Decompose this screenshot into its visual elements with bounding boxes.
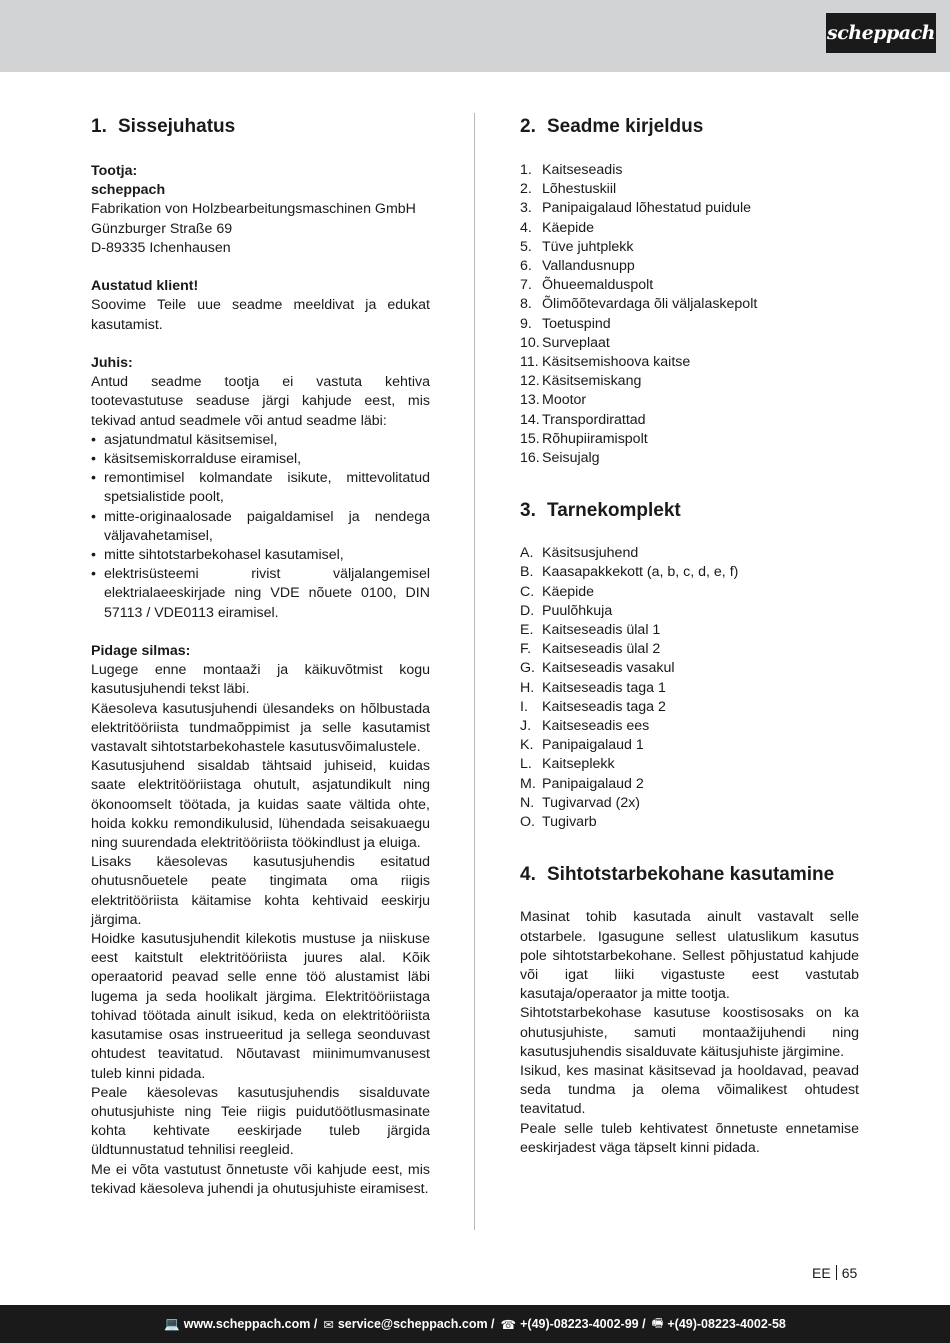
address-line: D-89335 Ichenhausen: [91, 239, 231, 256]
list-item-label: Panipaigalaud lõhestatud puidule: [542, 200, 752, 217]
list-item-label: Puulõhkuja: [542, 602, 613, 619]
mail-icon: ✉: [323, 1317, 334, 1332]
footer-fax: +(49)-08223-4002-58: [667, 1317, 786, 1331]
list-item-label: Käepide: [542, 219, 595, 236]
note-bullet-list: [91, 431, 430, 623]
list-item-label: Transpordirattad: [542, 411, 646, 428]
section-3-heading: [520, 498, 859, 524]
list-item-key: 1.: [520, 162, 532, 178]
paragraph: Isikud, kes masinat käsitsevad ja hooldavad, peavad seda tundma ja olema võimalikest ohtudest teavitatud.: [520, 1062, 859, 1118]
list-item: [520, 736, 859, 755]
paragraph: Masinat tohib kasutada ainult vastavalt selle otstarbele. Igasugune sellest ulatuslikum kasutus pole sihtotstarbekohane. Sellest põhjustatud kahjude või igat liiki vigastuste eest vastutab kasutaja/operaator ja mitte tootja.: [520, 909, 859, 1003]
list-item-label: Kaitseseadis: [542, 162, 623, 178]
list-item-label: Kaitseseadis taga 2: [542, 698, 666, 715]
paragraph: Käesoleva kasutusjuhendi ülesandeks on hõlbustada elektritööriista tundmaõppimist ja selle kasutamist vastavalt sihtotstarbekohastele kasutusvõimalustele.: [91, 700, 430, 756]
list-item: [520, 411, 859, 430]
list-item: [520, 430, 859, 449]
list-item-key: J.: [520, 718, 532, 735]
left-column: [91, 114, 430, 1199]
list-item-label: Käepide: [542, 583, 595, 600]
list-item-label: Rõhupiiramispolt: [542, 430, 648, 447]
page-number-value: 65: [841, 1265, 858, 1281]
list-item-label: Kaitseseadis ülal 1: [542, 622, 661, 639]
list-item: [520, 755, 859, 774]
paragraph: Lisaks käesolevas kasutusjuhendis esitatud ohutusnõuetele peate tingimata oma riigis elektritööriista käitamise kohta kehtivaid eeskirju järgima.: [91, 854, 430, 928]
list-item-key: A.: [520, 545, 534, 562]
address-line: Fabrikation von Holzbearbeitungsmaschinen GmbH: [91, 201, 416, 218]
list-item-key: 16.: [520, 450, 540, 467]
section-number: 1.: [91, 116, 107, 137]
list-item: [520, 659, 859, 678]
fax-icon: 🖷: [651, 1315, 664, 1330]
list-item-label: Lõhestuskiil: [542, 181, 617, 198]
list-item: [520, 334, 859, 353]
list-item: [520, 717, 859, 736]
greeting-text: Soovime Teile uue seadme meeldivat ja edukat kasutamist.: [91, 297, 430, 333]
list-item-key: 6.: [520, 258, 532, 275]
list-item-key: 7.: [520, 277, 532, 294]
observe-label: Pidage silmas:: [91, 643, 191, 660]
list-item-label: Kaitseseadis ees: [542, 718, 650, 735]
bullet-item: • asjatundmatul käsitsemisel,: [91, 431, 430, 450]
list-item-key: 9.: [520, 315, 532, 332]
list-item: [520, 219, 859, 238]
bullet-item: • remontimisel kolmandate isikute, mittevolitatud spetsialistide poolt,: [91, 469, 430, 507]
paragraph: Peale selle tuleb kehtivatest õnnetuste ennetamise eeskirjadest väga täpselt kinni pidada.: [520, 1120, 859, 1156]
list-item: [520, 602, 859, 621]
logo-text: scheppach: [827, 22, 935, 44]
list-item: [520, 544, 859, 563]
intended-use-text: [520, 908, 859, 1158]
scheppach-logo: [826, 13, 936, 53]
footer-website: www.scheppach.com /: [183, 1317, 318, 1331]
paragraph: Sihtotstarbekohase kasutuse koostisosaks on ka ohutusjuhiste, samuti montaažijuhendi ning kasutusjuhendis sisalduvate käitusjuhiste järgimine.: [520, 1005, 859, 1060]
maker-address: [91, 200, 430, 258]
paragraph: Kasutusjuhend sisaldab tähtsaid juhiseid, kuidas saate elektritööriistaga ohutult, asjatundikult ning ökonoomselt töötada, ja kuidas saate vältida ohte, hoida kokku remondikulusid, lühendada seisakuaegu ning suurendada elektritööriista töökindlust ja eluiga.: [91, 758, 430, 852]
greeting-label: Austatud klient!: [91, 278, 199, 295]
list-item: [520, 794, 859, 813]
list-item-label: Kaitseseadis vasakul: [542, 660, 675, 677]
note-text: Antud seadme tootja ei vastuta kehtiva tootevastutuse seaduse järgi kahjude eest, mis tekivad antud seadmele või antud seadme läbi:: [91, 374, 430, 429]
list-item: [520, 315, 859, 334]
bullet-item: • mitte-originaalosade paigaldamisel ja nendega väljavahetamisel,: [91, 508, 430, 546]
list-item-key: B.: [520, 564, 534, 581]
list-item: [520, 583, 859, 602]
list-item-key: K.: [520, 737, 534, 754]
section-number: 3.: [520, 500, 536, 522]
list-item-key: I.: [520, 698, 528, 715]
list-item-label: Käsitsemiskang: [542, 373, 642, 390]
bullet-item: • elektrisüsteemi rivist väljalangemisel elektrialaeeskirjade ning VDE nõuete 0100, DIN 57113 / VDE0113 eiramisel.: [91, 565, 430, 623]
section-title: Seadme kirjeldus: [547, 116, 704, 137]
list-item-key: 10.: [520, 334, 540, 351]
list-item: [520, 679, 859, 698]
list-item-label: Surveplaat: [542, 334, 610, 351]
footer-phone: +(49)-08223-4002-99 /: [520, 1317, 646, 1331]
list-item-label: Tugivarvad (2x): [542, 794, 641, 811]
list-item-key: 2.: [520, 181, 532, 198]
list-item-key: O.: [520, 814, 535, 831]
section-4-heading: [520, 862, 859, 888]
phone-icon: ☎: [500, 1317, 517, 1332]
bullet-item: • mitte sihtotstarbekohasel kasutamisel,: [91, 546, 430, 565]
list-item: [520, 775, 859, 794]
list-item: [520, 161, 859, 180]
list-item-label: Kaasapakkekott (a, b, c, d, e, f): [542, 564, 739, 581]
list-item: [520, 353, 859, 372]
section-1-heading: [91, 114, 430, 140]
list-item-key: 15.: [520, 430, 540, 447]
observe-text: [91, 661, 430, 1199]
list-item-key: 12.: [520, 373, 540, 390]
list-item-label: Tugivarb: [542, 814, 597, 831]
list-item-key: 14.: [520, 411, 540, 428]
list-item-label: Kaitseseadis taga 1: [542, 679, 666, 696]
list-item-key: G.: [520, 660, 535, 677]
list-item-key: L.: [520, 756, 532, 773]
list-item-label: Käsitsusjuhend: [542, 545, 639, 562]
list-item-label: Kaitseplekk: [542, 756, 615, 773]
page-header: [0, 0, 950, 72]
section-title: Sissejuhatus: [118, 116, 236, 137]
list-item-label: Tüve juhtplekk: [542, 238, 634, 255]
list-item-label: Käsitsemishoova kaitse: [542, 354, 691, 371]
list-item-key: M.: [520, 775, 536, 792]
list-item-key: 3.: [520, 200, 532, 217]
list-item: [520, 295, 859, 314]
list-item-label: Kaitseseadis ülal 2: [542, 641, 661, 658]
device-parts-list: [520, 161, 859, 468]
page-number-separator: [836, 1265, 837, 1280]
address-line: Günzburger Straße 69: [91, 220, 233, 237]
section-2-heading: [520, 114, 859, 140]
list-item-key: 4.: [520, 219, 532, 236]
list-item-label: Vallandusnupp: [542, 258, 635, 275]
list-item-key: 13.: [520, 392, 540, 409]
list-item: [520, 621, 859, 640]
section-number: 4.: [520, 864, 536, 886]
list-item: [520, 199, 859, 218]
list-item: [520, 563, 859, 582]
list-item: [520, 698, 859, 717]
list-item: [520, 276, 859, 295]
list-item-label: Panipaigalaud 2: [542, 775, 644, 792]
maker-name: scheppach: [91, 182, 166, 199]
list-item-key: 8.: [520, 296, 532, 313]
list-item: [520, 372, 859, 391]
page-footer: [0, 1305, 950, 1343]
list-item-label: Õlimõõtevardaga õli väljalaskepolt: [542, 296, 758, 313]
paragraph: Hoidke kasutusjuhendit kilekotis mustuse ja niiskuse eest kaitstult elektritööriista juures alal. Kõik operaatorid peavad selle enne töö alustamist läbi lugema ja seda hoolikalt järgima. Elektritööriistaga tohivad töötada ainult isikud, keda on elektritööriista kasutamise osas instrueeritud ja sellega seonduvast ohtudest teavitatud. Nõutavast miinimumvanusest tuleb kinni pidada.: [91, 931, 430, 1082]
list-item-key: E.: [520, 622, 534, 639]
maker-label: Tootja:: [91, 163, 138, 179]
note-label: Juhis:: [91, 355, 133, 371]
list-item-label: Seisujalg: [542, 450, 600, 467]
delivery-list: [520, 544, 859, 832]
list-item-key: N.: [520, 794, 535, 811]
column-divider: [474, 113, 475, 1230]
list-item: [520, 180, 859, 199]
list-item-key: H.: [520, 679, 535, 696]
footer-email: service@scheppach.com /: [337, 1317, 495, 1331]
list-item: [520, 449, 859, 468]
list-item-label: Toetuspind: [542, 315, 611, 332]
section-number: 2.: [520, 116, 536, 137]
list-item-label: Õhueemalduspolt: [542, 277, 654, 294]
paragraph: Me ei võta vastutust õnnetuste või kahjude eest, mis tekivad käesoleva juhendi ja ohutusjuhiste eiramisest.: [91, 1161, 430, 1197]
list-item: [520, 238, 859, 257]
list-item-key: F.: [520, 641, 532, 658]
list-item-label: Panipaigalaud 1: [542, 737, 644, 754]
list-item: [520, 813, 859, 832]
paragraph: Lugege enne montaaži ja käikuvõtmist kogu kasutusjuhendi tekst läbi.: [91, 662, 430, 698]
list-item: [520, 640, 859, 659]
list-item-key: 5.: [520, 238, 532, 255]
section-title: Sihtotstarbekohane kasutamine: [547, 864, 835, 886]
list-item-key: 11.: [520, 354, 539, 371]
right-column: [520, 114, 859, 1158]
list-item-label: Mootor: [542, 392, 587, 409]
list-item: [520, 257, 859, 276]
language-code: EE: [812, 1265, 831, 1281]
computer-icon: 💻: [164, 1316, 180, 1331]
list-item: [520, 391, 859, 410]
list-item-key: D.: [520, 602, 535, 619]
list-item-key: C.: [520, 583, 535, 600]
section-title: Tarnekomplekt: [547, 500, 681, 522]
page-number: [812, 1265, 857, 1281]
paragraph: Peale käesolevas kasutusjuhendis sisalduvate ohutusjuhiste ning Teie riigis puidutöötlusmasinate kohta kehtivate eeskirjade tuleb järgida üldtunnustatud tehnilisi reegleid.: [91, 1084, 430, 1159]
bullet-item: • käsitsemiskorralduse eiramisel,: [91, 450, 430, 469]
